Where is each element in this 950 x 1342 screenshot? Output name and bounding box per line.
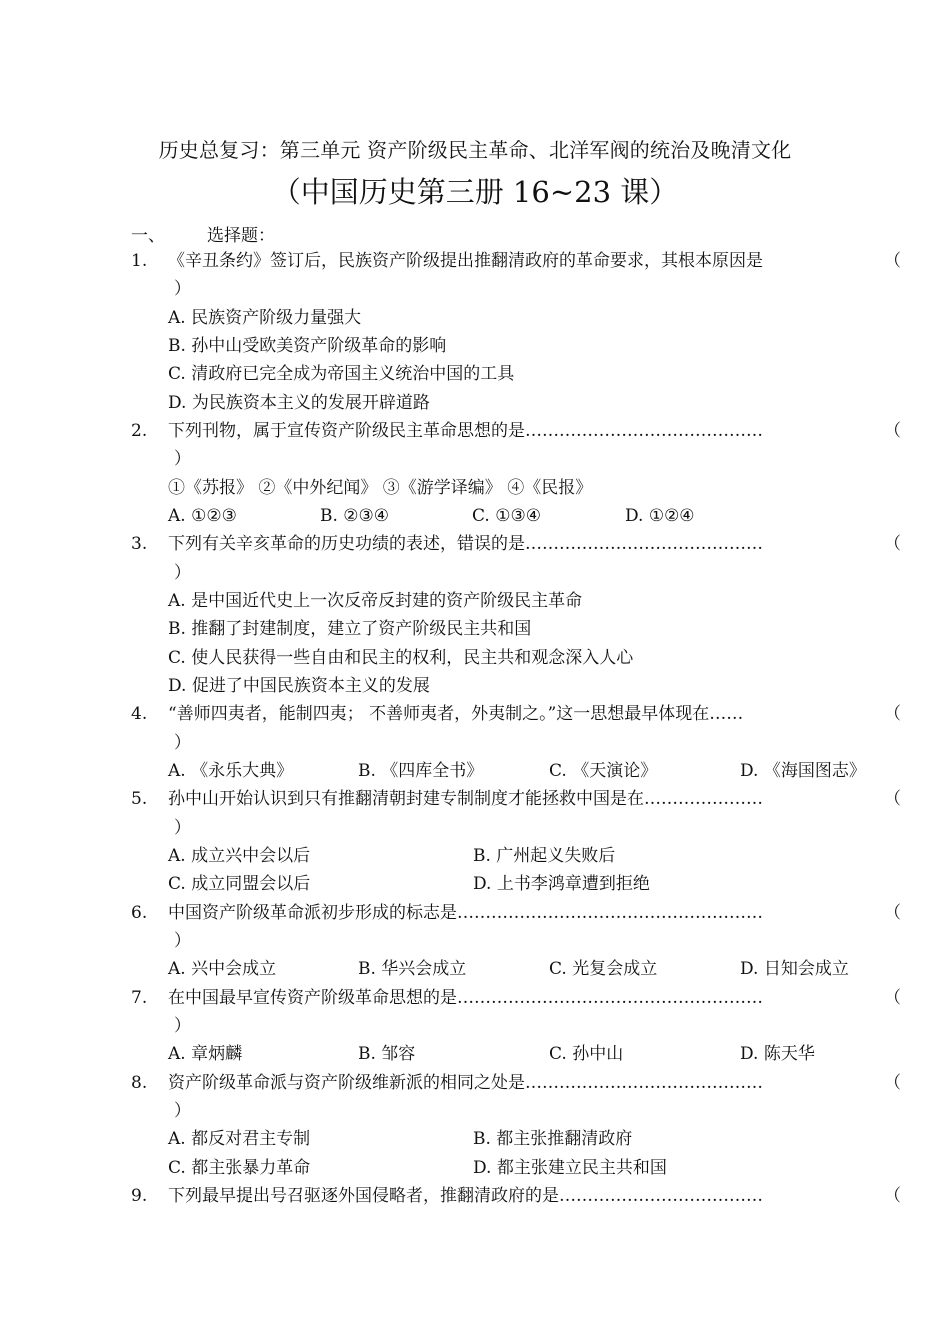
option: B. 推翻了封建制度，建立了资产阶级民主共和国: [168, 619, 532, 639]
question-6: [0, 899, 950, 927]
answer-paren-close: ）: [174, 931, 191, 951]
options-row: [168, 955, 888, 983]
options-row: [168, 502, 868, 530]
question-stem: 在中国最早宣传资产阶级革命思想的是………………………………………………: [168, 988, 763, 1008]
answer-paren-close: ）: [174, 449, 191, 469]
option: D. 促进了中国民族资本主义的发展: [168, 676, 430, 696]
option: B. 广州起义失败后: [473, 846, 616, 866]
question-stem: 孙中山开始认识到只有推翻清朝封建专制制度才能拯救中国是在…………………: [168, 789, 763, 809]
question-number: 8.: [131, 1073, 148, 1093]
option: B. 华兴会成立: [358, 959, 467, 979]
section-number: 一、: [131, 226, 165, 246]
question-items: ①《苏报》 ②《中外纪闻》 ③《游学译编》 ④《民报》: [168, 478, 593, 498]
question-7: [0, 984, 950, 1012]
question-number: 1.: [131, 251, 148, 271]
question-3-paren-close: [0, 559, 950, 587]
question-3: [0, 530, 950, 558]
answer-paren-open: （: [884, 534, 901, 554]
answer-paren-open: （: [884, 988, 901, 1008]
answer-paren-open: （: [884, 1073, 901, 1093]
answer-paren-open: （: [884, 421, 901, 441]
document-subtitle: （中国历史第三册 16~23 课）: [271, 175, 679, 209]
option: D. 日知会成立: [740, 959, 849, 979]
option: C. 孙中山: [549, 1044, 624, 1064]
question-4: [0, 700, 950, 728]
options-row: [168, 1040, 888, 1068]
question-1: [0, 247, 950, 275]
option: C. 清政府已完全成为帝国主义统治中国的工具: [168, 364, 515, 384]
option: A. 兴中会成立: [168, 959, 277, 979]
option: A. 章炳麟: [168, 1044, 243, 1064]
question-1-paren-close: [0, 275, 950, 303]
answer-paren-close: ）: [174, 733, 191, 753]
answer-paren-close: ）: [174, 279, 191, 299]
answer-paren-close: ）: [174, 1101, 191, 1121]
option: C. 使人民获得一些自由和民主的权利，民主共和观念深入人心: [168, 648, 634, 668]
question-stem: 下列有关辛亥革命的历史功绩的表述，错误的是……………………………………: [168, 534, 763, 554]
option: B. 邹容: [358, 1044, 416, 1064]
question-9: [0, 1182, 950, 1210]
question-7-paren-close: [0, 1012, 950, 1040]
question-8-paren-close: [0, 1097, 950, 1125]
question-stem: “善师四夷者，能制四夷； 不善师夷者，外夷制之。”这一思想最早体现在……: [168, 704, 744, 724]
question-number: 6.: [131, 903, 148, 923]
option: D. 《海国图志》: [740, 761, 866, 781]
question-8: [0, 1069, 950, 1097]
option: A. ①②③: [168, 506, 237, 526]
answer-paren-open: （: [884, 1186, 901, 1206]
question-2: [0, 417, 950, 445]
question-number: 2.: [131, 421, 148, 441]
question-number: 5.: [131, 789, 148, 809]
option: C. 都主张暴力革命: [168, 1158, 311, 1178]
options-row: [168, 1154, 888, 1182]
options-row: [168, 1125, 888, 1153]
options-row: [168, 757, 888, 785]
document-title: 历史总复习：第三单元 资产阶级民主革命、北洋军阀的统治及晚清文化: [158, 138, 792, 162]
option: B. 孙中山受欧美资产阶级革命的影响: [168, 336, 447, 356]
option: D. 上书李鸿章遭到拒绝: [473, 874, 650, 894]
question-stem: 下列最早提出号召驱逐外国侵略者，推翻清政府的是………………………………: [168, 1186, 763, 1206]
question-number: 3.: [131, 534, 148, 554]
option: B. ②③④: [320, 506, 390, 526]
options-row: [168, 870, 888, 898]
answer-paren-close: ）: [174, 563, 191, 583]
question-stem: 下列刊物，属于宣传资产阶级民主革命思想的是……………………………………: [168, 421, 763, 441]
question-stem: 《辛丑条约》签订后，民族资产阶级提出推翻清政府的革命要求，其根本原因是: [168, 251, 763, 271]
answer-paren-open: （: [884, 251, 901, 271]
question-number: 4.: [131, 704, 148, 724]
option: C. ①③④: [472, 506, 541, 526]
options-row: [168, 842, 888, 870]
option: D. 都主张建立民主共和国: [473, 1158, 667, 1178]
answer-paren-open: （: [884, 903, 901, 923]
option: C. 《天演论》: [549, 761, 658, 781]
option: A. 民族资产阶级力量强大: [168, 308, 362, 328]
question-stem: 中国资产阶级革命派初步形成的标志是………………………………………………: [168, 903, 763, 923]
section-heading: [131, 221, 275, 246]
option: D. ①②④: [625, 506, 695, 526]
section-label: 选择题：: [207, 226, 275, 246]
option: C. 成立同盟会以后: [168, 874, 311, 894]
question-2-paren-close: [0, 445, 950, 473]
option: D. 为民族资本主义的发展开辟道路: [168, 393, 430, 413]
option: D. 陈天华: [740, 1044, 815, 1064]
question-stem: 资产阶级革命派与资产阶级维新派的相同之处是……………………………………: [168, 1073, 763, 1093]
option: A. 成立兴中会以后: [168, 846, 311, 866]
answer-paren-close: ）: [174, 1016, 191, 1036]
question-5-paren-close: [0, 814, 950, 842]
question-4-paren-close: [0, 729, 950, 757]
option: A. 《永乐大典》: [168, 761, 294, 781]
answer-paren-open: （: [884, 704, 901, 724]
question-5: [0, 785, 950, 813]
option: A. 都反对君主专制: [168, 1129, 311, 1149]
answer-paren-close: ）: [174, 818, 191, 838]
option: B. 《四库全书》: [358, 761, 484, 781]
question-6-paren-close: [0, 927, 950, 955]
question-number: 9.: [131, 1186, 148, 1206]
option: C. 光复会成立: [549, 959, 658, 979]
question-number: 7.: [131, 988, 148, 1008]
option: A. 是中国近代史上一次反帝反封建的资产阶级民主革命: [168, 591, 583, 611]
answer-paren-open: （: [884, 789, 901, 809]
option: B. 都主张推翻清政府: [473, 1129, 633, 1149]
